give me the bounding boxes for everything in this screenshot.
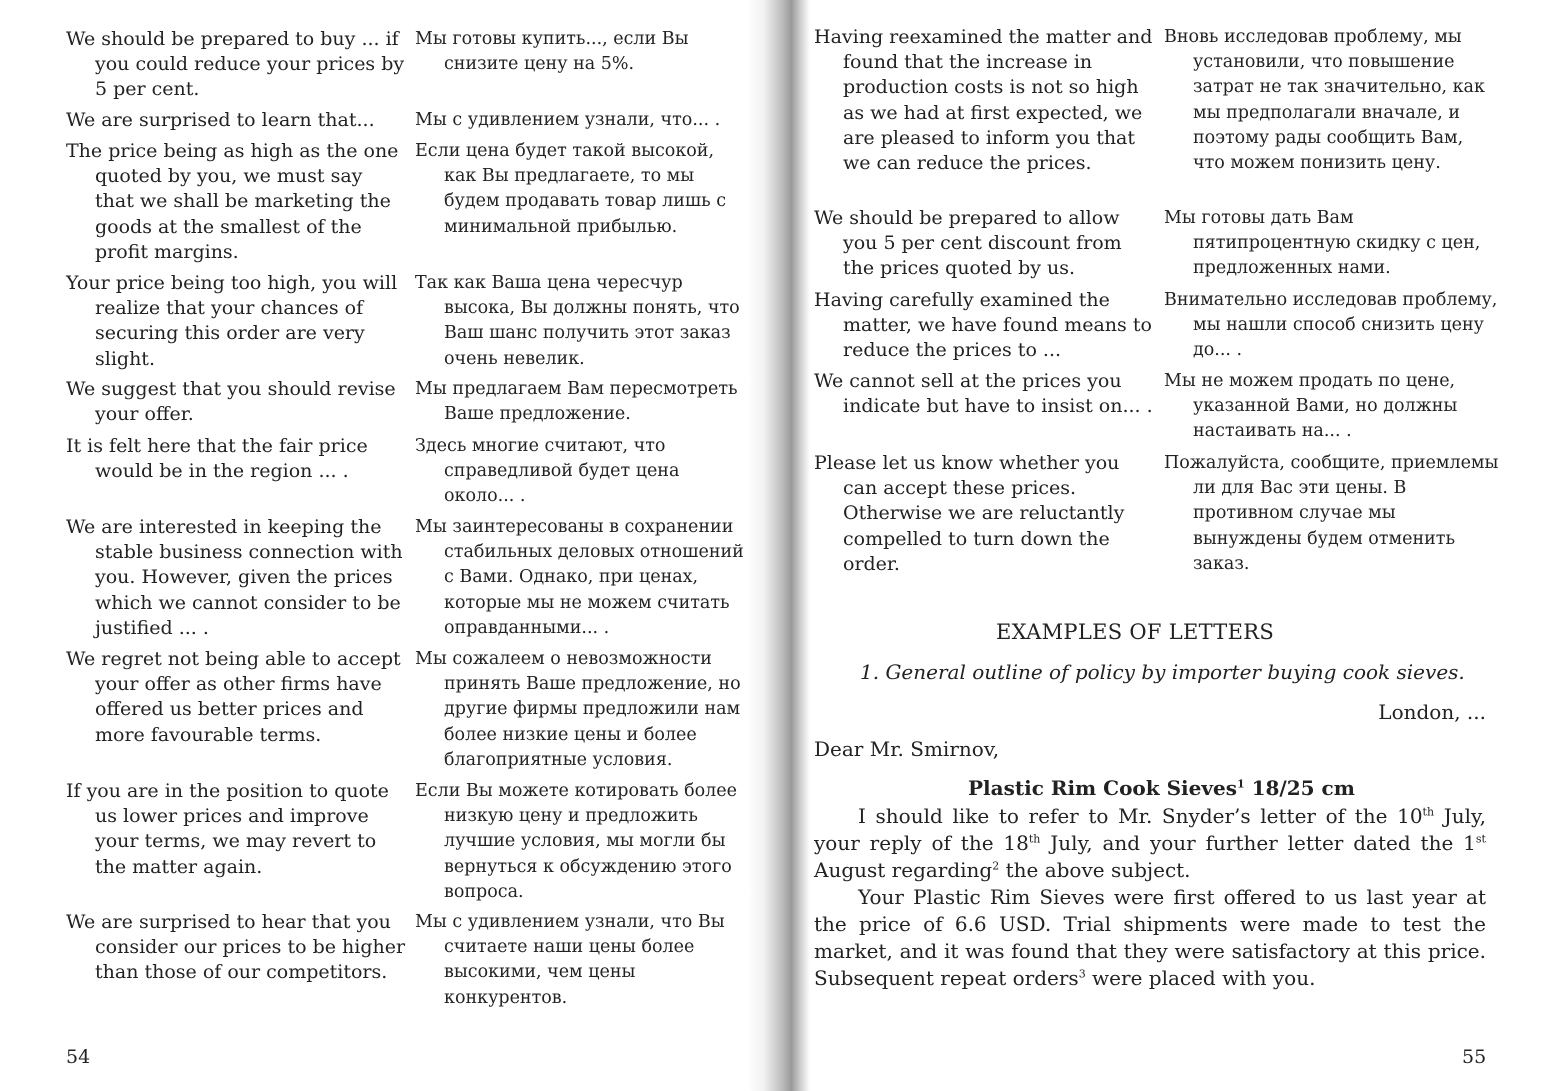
- letter-place: London, ...: [1378, 700, 1486, 724]
- russian-translation: Вновь исследовав проблему, мы установили, что повышение затрат не так значительно, как мы предполагали вначале, и поэтому рады сообщить Вам, что можем понизить цену.: [1164, 27, 1485, 174]
- russian-translation: Мы с удивлением узнали, что Вы считаете наши цены более высокими, чем цены конкурентов.: [415, 912, 725, 1008]
- english-phrase: It is felt here that the fair price would be in the region ... .: [66, 435, 368, 483]
- english-phrase: We regret not being able to accept your offer as other firms have offered us better prices and more favourable terms.: [66, 648, 401, 746]
- letter-body: [814, 803, 1486, 992]
- english-phrase: We are surprised to learn that...: [66, 109, 375, 131]
- russian-translation: Мы заинтересованы в сохранении стабильных деловых отношений с Вами. Однако, при ценах, которые мы не можем считать оправданными... .: [415, 517, 744, 638]
- letter-paragraph: I should like to refer to Mr. Snyder’s letter of the 10th July, your reply of the 18th July, and your further letter dated the 1st August regarding$^2$ the above subject.: [814, 804, 1486, 882]
- english-phrase: We are interested in keeping the stable business connection with you. However, given the prices which we cannot consider to be justified ... .: [66, 516, 403, 639]
- english-phrase: We suggest that you should revise your offer.: [66, 378, 396, 426]
- english-phrase: Having reexamined the matter and found that the increase in production costs is not so high as we had at first expected, we are pleased to inform you that we can reduce the prices.: [814, 26, 1153, 175]
- book-spine-shadow: [748, 0, 810, 1091]
- russian-translation: Мы сожалеем о невозможности принять Ваше предложение, но другие фирмы предложили нам более низкие цены и более благоприятные условия.: [415, 649, 741, 770]
- russian-translation: Так как Ваша цена чересчур высока, Вы должны понять, что Ваш шанс получить этот заказ очень невелик.: [415, 273, 740, 369]
- russian-translation: Пожалуйста, сообщите, приемлемы ли для Вас эти цены. В противном случае мы вынуждены будем отменить заказ.: [1164, 453, 1499, 574]
- russian-translation: Мы готовы дать Вам пятипроцентную скидку с цен, предложенных нами.: [1164, 208, 1481, 279]
- letter-salutation: Dear Mr. Smirnov,: [814, 737, 1000, 761]
- page-number: 54: [66, 1046, 91, 1068]
- english-phrase: Please let us know whether you can accept these prices. Otherwise we are reluctantly compelled to turn down the order.: [814, 452, 1125, 575]
- english-phrase: We should be prepared to allow you 5 per cent discount from the prices quoted by us.: [814, 207, 1122, 280]
- letter-subject: Plastic Rim Cook Sieves$^1$ 18/25 cm: [968, 776, 1355, 800]
- letter-paragraph: Your Plastic Rim Sieves were first offered to us last year at the price of 6.6 USD. Trial shipments were made to test the market, and it was found that they were satisfactory at this price. Subsequent repeat orders$^3$ were placed with you.: [814, 885, 1486, 990]
- english-phrase: We should be prepared to buy ... if you could reduce your prices by 5 per cent.: [66, 28, 405, 101]
- russian-translation: Мы готовы купить..., если Вы снизите цену на 5%.: [415, 29, 689, 75]
- russian-translation: Мы предлагаем Вам пересмотреть Ваше предложение.: [415, 379, 738, 425]
- english-phrase: Your price being too high, you will realize that your chances of securing this order are very slight.: [66, 272, 398, 370]
- russian-translation: Внимательно исследовав проблему, мы нашли способ снизить цену до... .: [1164, 290, 1498, 361]
- english-phrase: If you are in the position to quote us lower prices and improve your terms, we may revert to the matter again.: [66, 780, 389, 878]
- russian-translation: Если цена будет такой высокой, как Вы предлагаете, то мы будем продавать товар лишь с минимальной прибылью.: [415, 141, 727, 237]
- russian-translation: Мы с удивлением узнали, что... .: [415, 110, 721, 130]
- russian-translation: Если Вы можете котировать более низкую цену и предложить лучшие условия, мы могли бы вернуться к обсуждению этого вопроса.: [415, 781, 737, 902]
- english-phrase: We cannot sell at the prices you indicate but have to insist on... .: [814, 370, 1153, 418]
- russian-translation: Здесь многие считают, что справедливой будет цена около... .: [415, 436, 680, 507]
- english-phrase: We are surprised to hear that you consider our prices to be higher than those of our competitors.: [66, 911, 406, 984]
- english-phrase: Having carefully examined the matter, we have found means to reduce the prices to ...: [814, 289, 1152, 362]
- example-subtitle: 1. General outline of policy by importer buying cook sieves.: [860, 660, 1465, 684]
- page-number: 55: [1462, 1046, 1487, 1068]
- russian-translation: Мы не можем продать по цене, указанной Вами, но должны настаивать на... .: [1164, 371, 1458, 442]
- english-phrase: The price being as high as the one quoted by you, we must say that we shall be marketing the goods at the smallest of the profit margins.: [66, 140, 399, 263]
- section-heading: EXAMPLES OF LETTERS: [996, 620, 1275, 644]
